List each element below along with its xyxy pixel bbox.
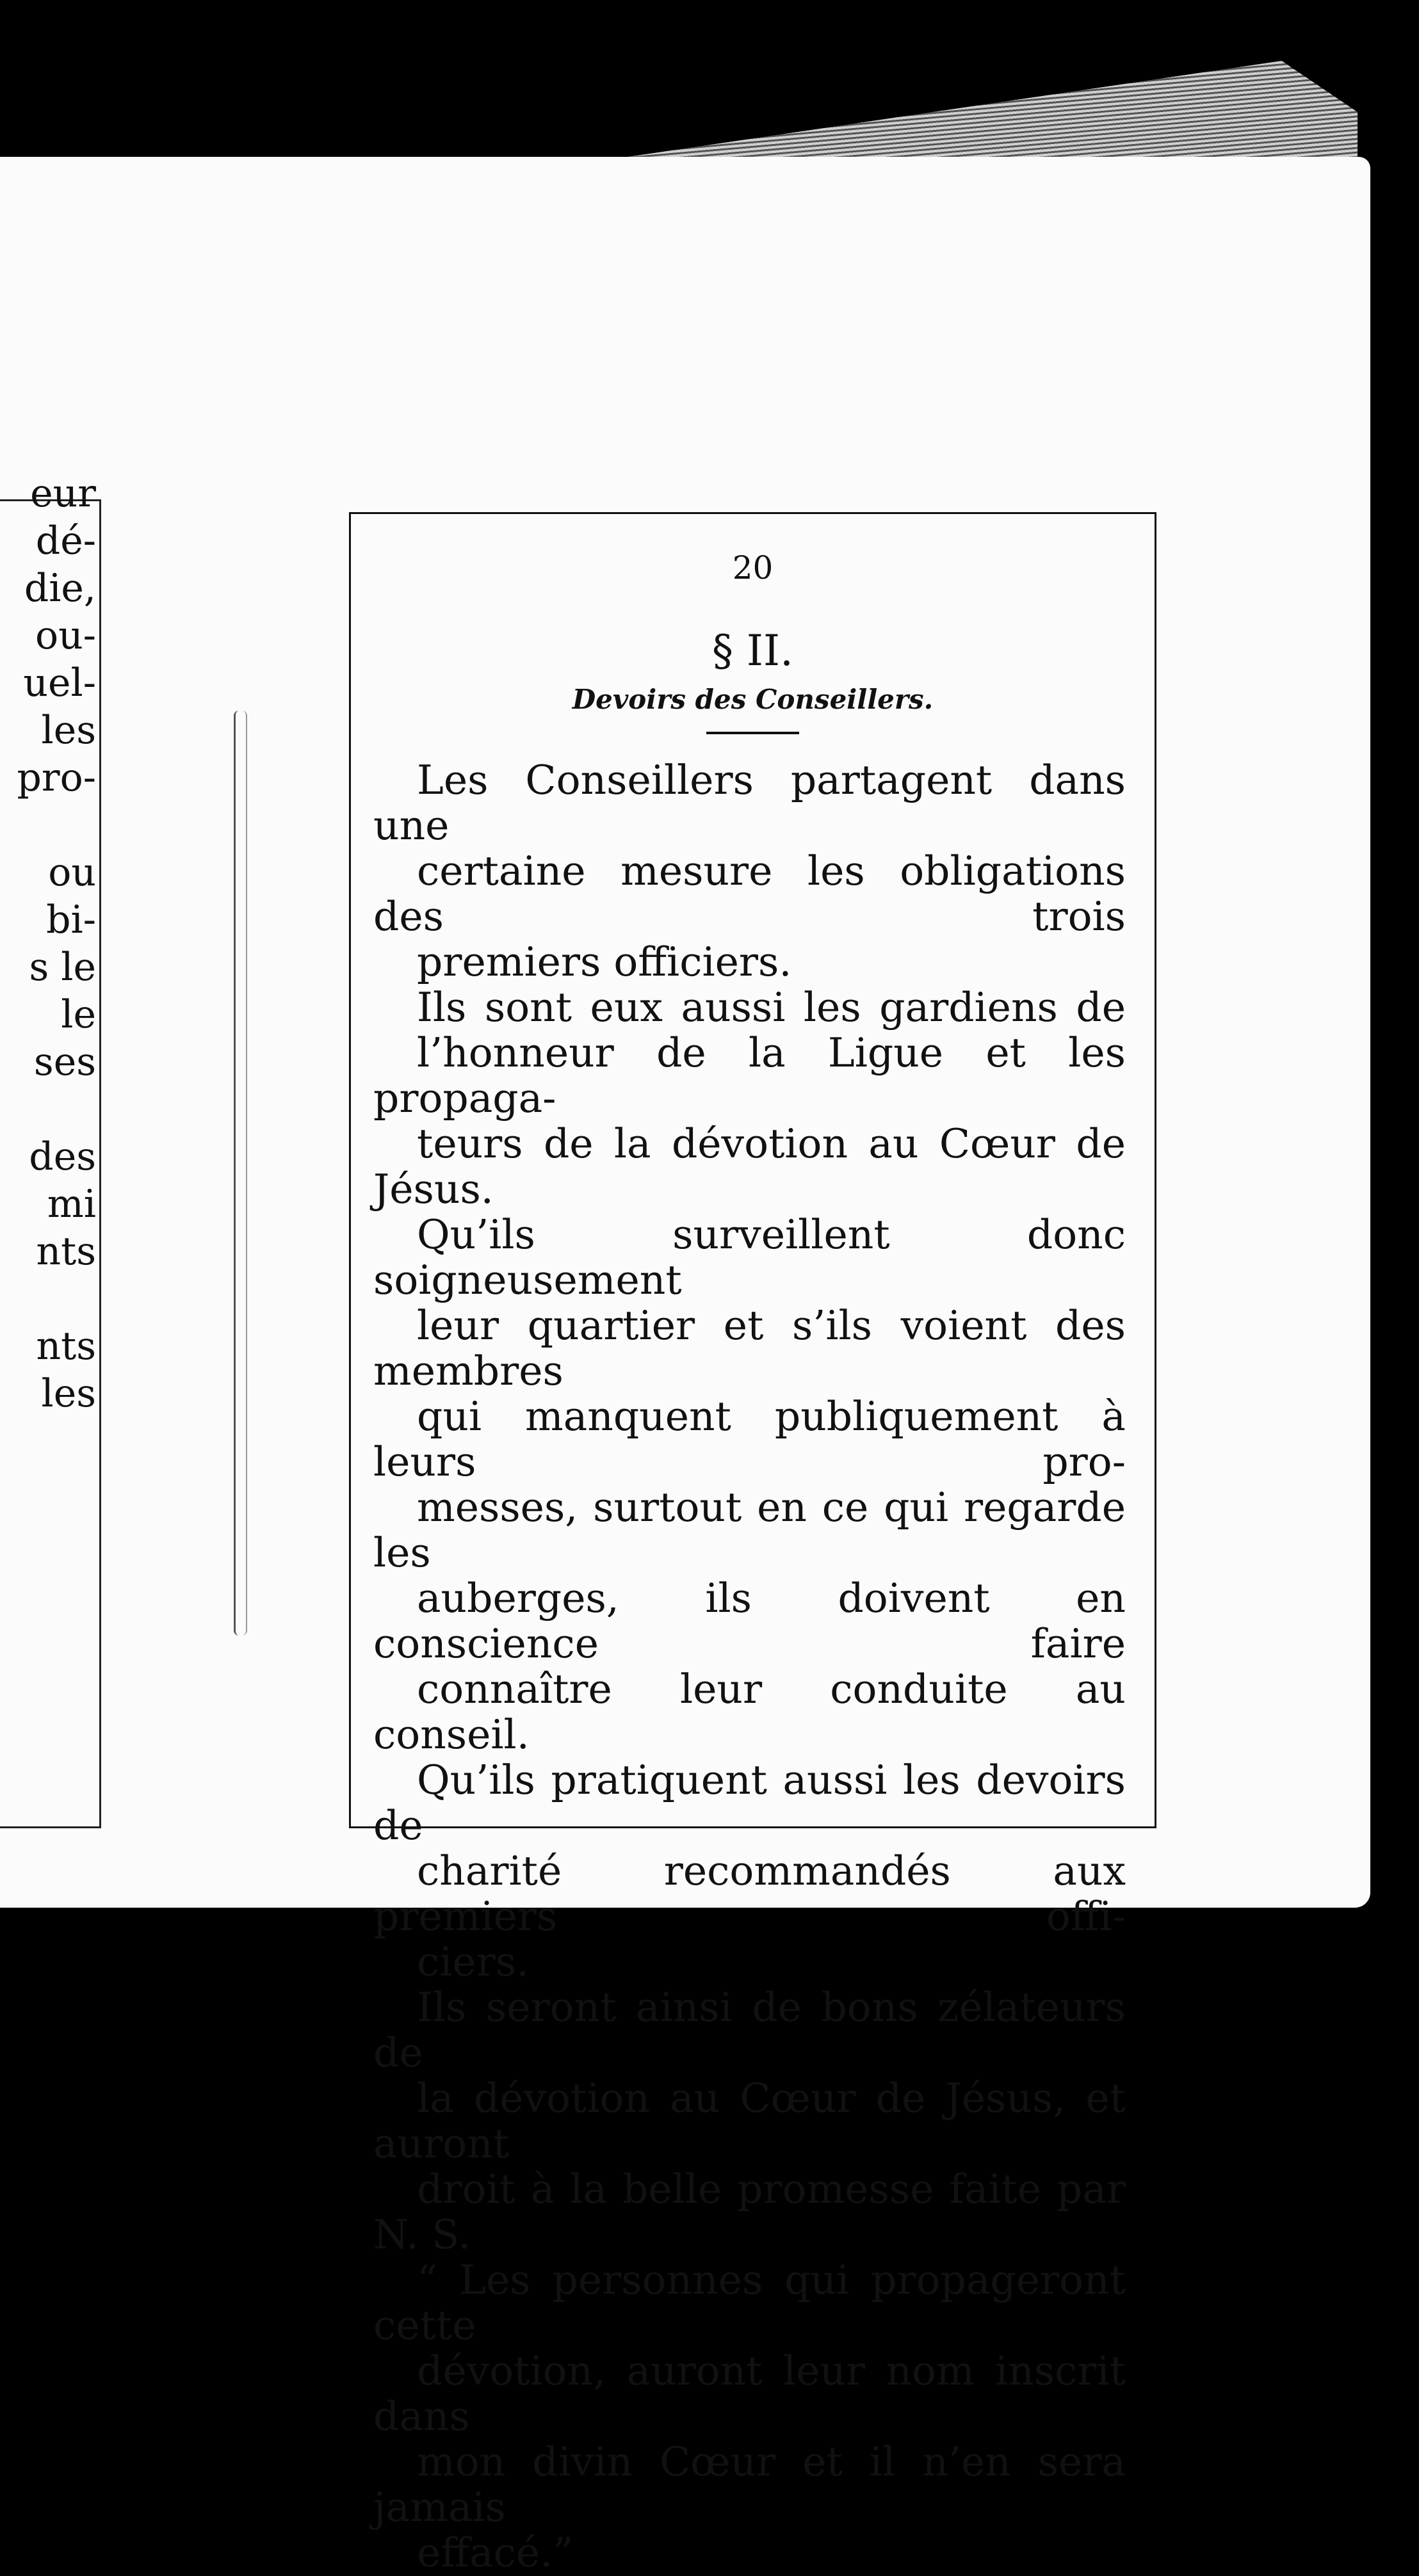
text-line: charité recommandés aux premiers offi- (373, 1847, 1126, 1940)
left-page-fragment: dé- (35, 519, 96, 563)
text-line: messes, surtout en ce qui regarde les (373, 1484, 1126, 1576)
left-page-fragment: mi (47, 1182, 96, 1227)
paragraph (373, 1984, 1126, 2257)
text-line: auberges, ils doivent en conscience faire (373, 1575, 1126, 1667)
text-line: l’honneur de la Ligue et les propaga- (373, 1029, 1126, 1122)
left-page-fragment: uel- (23, 661, 96, 705)
text-line: droit à la belle promesse faite par N. S. (373, 2166, 1126, 2258)
left-page-fragment: les (41, 1371, 96, 1416)
text-line: Qu’ils surveillent donc soigneusement (373, 1211, 1126, 1303)
text-line: ciers. (417, 1938, 530, 1985)
left-page-fragment: nts (36, 1229, 96, 1274)
left-page-fragment: bi- (46, 898, 96, 942)
left-page-fragment: pro- (17, 755, 96, 800)
text-line: Qu’ils pratiquent aussi les devoirs de (373, 1757, 1126, 1849)
text-line: “ Les personnes qui propageront cette (373, 2257, 1126, 2349)
left-page-fragment: nts (36, 1324, 96, 1369)
text-line: connaître leur conduite au conseil. (373, 1666, 1126, 1758)
text-line: teurs de la dévotion au Cœur de Jésus. (373, 1120, 1126, 1212)
body-text (373, 757, 1126, 2575)
binding-gutter (234, 711, 247, 1636)
text-line: effacé.” (417, 2529, 574, 2576)
text-line: qui manquent publiquement à leurs pro- (373, 1393, 1126, 1485)
section-heading: § II. (711, 626, 794, 675)
text-line: dévotion, auront leur nom inscrit dans (373, 2347, 1126, 2440)
left-page-fragment: s le (29, 945, 96, 990)
book-page (0, 157, 1370, 2576)
left-page-fragment: die, (24, 566, 96, 611)
text-line: Les Conseillers partagent dans une (373, 757, 1126, 849)
text-line: certaine mesure les obligations des trois (373, 848, 1126, 940)
left-page-fragment: eur (30, 471, 96, 516)
left-page-fragment: ou- (35, 613, 96, 658)
heading-rule (706, 732, 799, 734)
left-page-fragment: le (61, 992, 96, 1037)
left-page-fragment: ses (33, 1040, 96, 1084)
text-line: Ils seront ainsi de bons zélateurs de (373, 1984, 1126, 2076)
text-line: leur quartier et s’ils voient des membres (373, 1302, 1126, 1394)
page-number: 20 (732, 549, 774, 586)
paragraph (373, 985, 1126, 1212)
text-line: premiers officiers. (417, 938, 792, 985)
paragraph (373, 2257, 1126, 2575)
paragraph (373, 1757, 1126, 1984)
section-subtitle: Devoirs des Conseillers. (572, 684, 934, 715)
text-line: la dévotion au Cœur de Jésus, et auront (373, 2075, 1126, 2167)
text-line: mon divin Cœur et il n’en sera jamais (373, 2438, 1126, 2531)
page-frame (349, 512, 1156, 2576)
paragraph (373, 1212, 1126, 1757)
left-page-fragment: ou (48, 850, 96, 895)
paragraph (373, 757, 1126, 985)
left-page-fragment: les (41, 708, 96, 753)
left-page-fragment: des (29, 1134, 96, 1179)
text-line: Ils sont eux aussi les gardiens de (417, 984, 1126, 1031)
